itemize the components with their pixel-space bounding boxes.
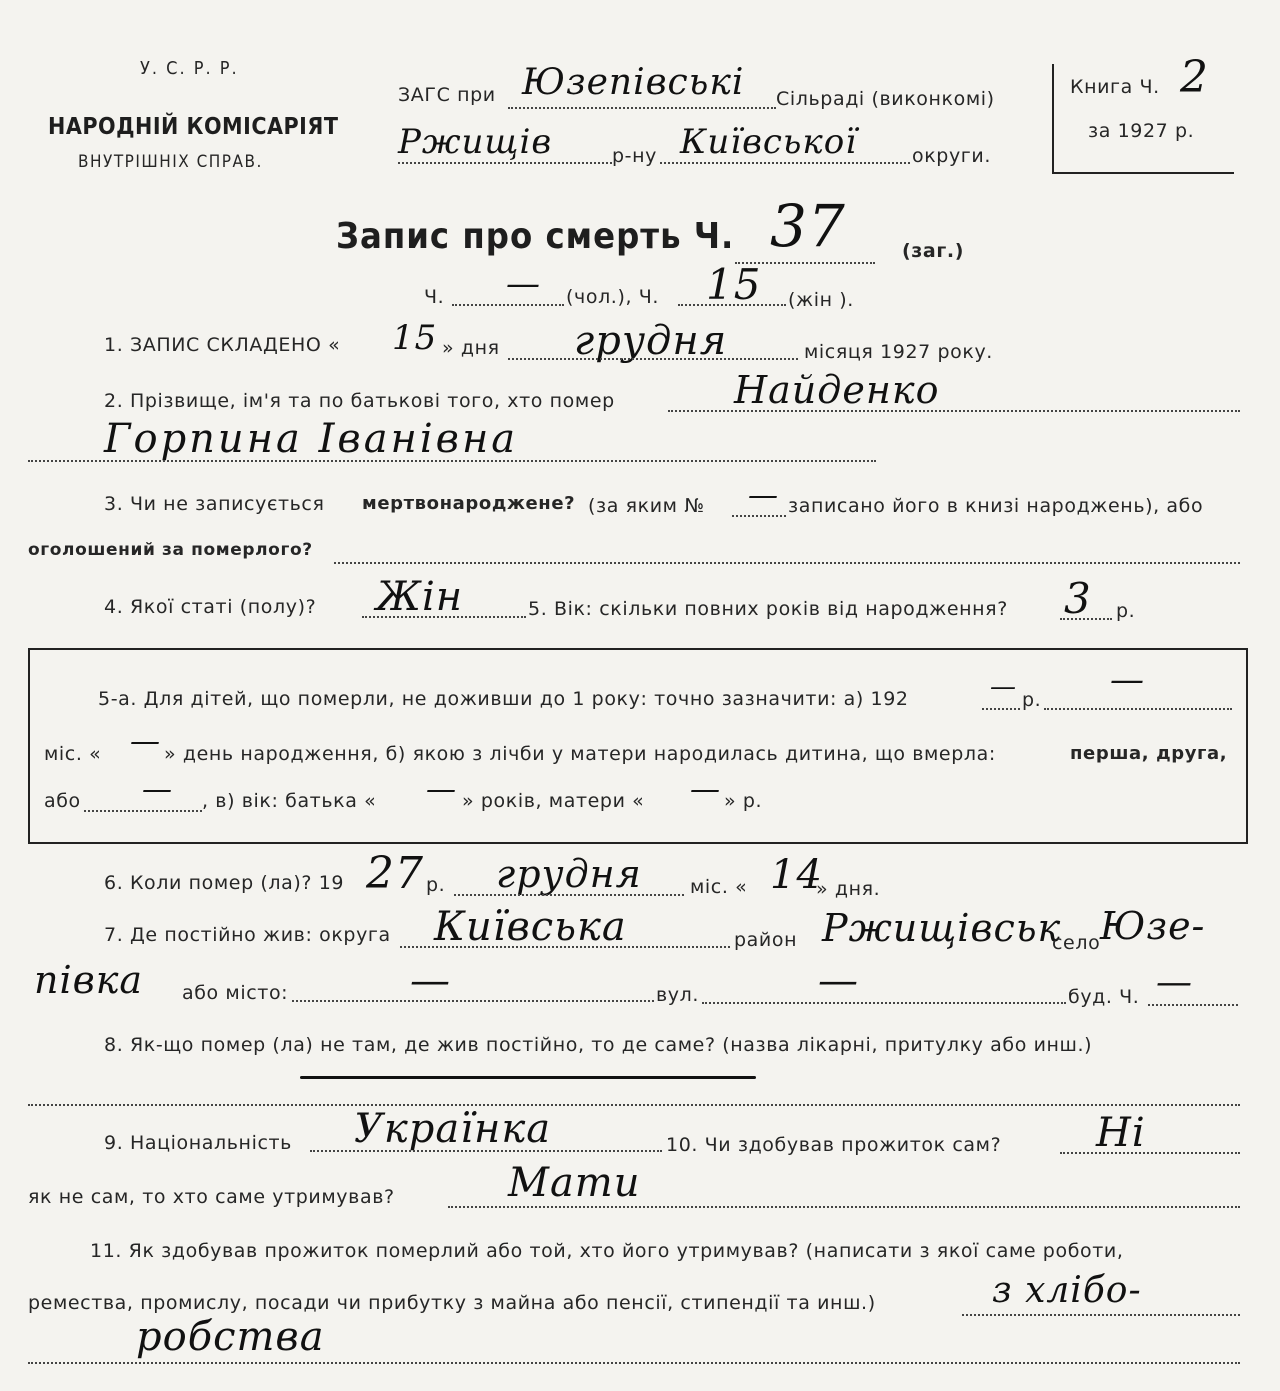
q6-month-line: [454, 894, 684, 896]
q10-sub-line: [448, 1206, 1240, 1208]
q7-bud-label: буд. Ч.: [1068, 986, 1140, 1008]
q7-raion-label: район: [734, 929, 798, 951]
district-handwritten: Ржищів: [398, 122, 553, 162]
q3-bold-b-line: [334, 562, 1240, 564]
record-number-handwritten: 37: [770, 192, 846, 260]
q7-raion-handwritten: Ржищівськ: [822, 906, 1062, 950]
q2-label: 2. Прізвище, ім'я та по батькові того, хто помер: [104, 390, 615, 412]
q7-okruha-handwritten: Київська: [434, 904, 627, 950]
okruha-label: округи.: [912, 145, 991, 167]
q7-selo-label: село: [1052, 932, 1101, 954]
q7-misto-line: [292, 1000, 654, 1002]
q6-year-handwritten: 27: [366, 848, 424, 899]
q6-tail: » дня.: [816, 878, 881, 900]
q5a-line2-bold: перша, друга,: [1070, 743, 1228, 764]
q8-handwritten-dash: [300, 1076, 756, 1079]
male-count-handwritten: —: [506, 264, 541, 304]
q5a-line1-blank: [982, 708, 1020, 710]
q11-line1: 11. Як здобував прожиток померлий або той, хто його утримував? (написати з якої саме роботи,: [90, 1240, 1124, 1262]
q11-handwritten-2: робства: [136, 1314, 325, 1360]
q3-label-b: (за яким №: [588, 495, 705, 517]
q4-sex-handwritten: Жін: [376, 574, 464, 620]
q3-bold-a: мертвонароджене?: [362, 493, 576, 514]
female-count-line: [678, 304, 786, 306]
q5-age-line: [1060, 618, 1112, 620]
q5a-line1-tail: р.: [1022, 689, 1042, 711]
q10-answer-handwritten: Ні: [1096, 1110, 1146, 1156]
female-label: (жін ).: [788, 289, 854, 311]
q2-surname-handwritten: Найденко: [734, 368, 940, 412]
q3-label-a: 3. Чи не записується: [104, 493, 325, 515]
q7-vul-line: [702, 1002, 1066, 1004]
q5-age-unit: р.: [1116, 600, 1136, 622]
q5a-line1-handwritten-2: —: [1110, 660, 1145, 700]
male-label: (чол.), Ч.: [566, 286, 660, 308]
zags-prefix: ЗАГС при: [398, 84, 496, 106]
q11-line3-blank: [28, 1362, 1240, 1364]
okruha-handwritten: Київської: [680, 122, 858, 162]
q3-num-line: [732, 515, 786, 517]
header-department: ВНУТРІШНІХ СПРАВ.: [78, 152, 263, 172]
header-country: У. С. Р. Р.: [140, 58, 239, 79]
q7-bud-line: [1148, 1004, 1238, 1006]
district-line: [398, 162, 612, 164]
council-label: Сільраді (виконкомі): [776, 88, 995, 110]
q11-handwritten-1: з хлібо-: [992, 1270, 1142, 1311]
female-count-handwritten: 15: [706, 260, 762, 309]
q7-selo-handwritten-2: півка: [34, 958, 144, 1002]
q2-surname-line: [668, 410, 1240, 412]
q5a-line1-handwritten: —: [990, 672, 1017, 702]
q11-line2: ремества, промислу, посади чи прибутку з майна або пенсії, стипендії та инш.): [28, 1292, 876, 1314]
q5-label: 5. Вік: скільки повних років від народження?: [528, 598, 1008, 620]
q1-tail: місяця 1927 року.: [804, 341, 993, 363]
q1-month-line: [508, 358, 798, 360]
q3-num-handwritten: —: [748, 478, 779, 513]
q7-vul-label: вул.: [656, 984, 700, 1006]
q7-vul-handwritten: —: [818, 958, 859, 1004]
record-suffix: (заг.): [902, 240, 964, 262]
q3-label-c: записано його в книзі народжень), або: [788, 495, 1204, 517]
okruha-line: [660, 162, 910, 164]
q5-age-handwritten: 3: [1064, 574, 1092, 623]
q10-sub-label: як не сам, то хто саме утримував?: [28, 1186, 395, 1208]
q2-names-line: [28, 460, 876, 462]
header-commissariat: НАРОДНІЙ КОМІСАРІЯТ: [48, 114, 339, 140]
q6-yr: р.: [426, 874, 446, 896]
q5a-line3-b: , в) вік: батька «: [202, 790, 377, 812]
q7-misto-handwritten: —: [410, 958, 451, 1004]
q9-label: 9. Національність: [104, 1132, 292, 1154]
q10-label: 10. Чи здобував прожиток сам?: [666, 1134, 1002, 1156]
q8-label: 8. Як-що помер (ла) не там, де жив постійно, то де саме? (назва лікарні, притулку або инш.): [104, 1034, 1093, 1056]
q5a-line3-c: » років, матери «: [462, 790, 645, 812]
q9-nationality-line: [310, 1150, 662, 1152]
q5a-line2-handwritten: —: [130, 724, 161, 759]
q2-names-handwritten: Горпина Іванівна: [104, 416, 519, 462]
male-prefix: Ч.: [424, 286, 445, 308]
q6-day-handwritten: 14: [770, 852, 823, 898]
q5a-line1: 5-а. Для дітей, що померли, не доживши до 1 року: точно зазначити: а) 192: [98, 688, 909, 710]
zags-village-handwritten: Юзепівські: [522, 62, 745, 103]
record-title: Запис про смерть Ч.: [336, 216, 735, 257]
book-year: за 1927 р.: [1088, 120, 1195, 142]
q8-line: [28, 1104, 1240, 1106]
zags-village-line: [508, 107, 776, 109]
q5a-line3-a: або: [44, 790, 81, 812]
q5a-line3-handwritten-2: —: [426, 772, 457, 807]
q7-selo-handwritten: Юзе-: [1100, 904, 1206, 948]
q1-mid: » дня: [442, 337, 500, 359]
q11-line2-blank: [962, 1314, 1240, 1316]
book-number-handwritten: 2: [1180, 52, 1209, 103]
q1-day-handwritten: 15: [392, 318, 438, 358]
q5a-line2-a: міс. «: [44, 743, 102, 765]
q7-okruha-line: [400, 946, 730, 948]
q5a-line3-d: » р.: [724, 790, 763, 812]
q6-mis: міс. «: [690, 876, 748, 898]
district-label: р-ну: [612, 145, 657, 167]
q3-bold-b: оголошений за померлого?: [28, 540, 313, 560]
q1-label: 1. ЗАПИС СКЛАДЕНО «: [104, 334, 341, 356]
q5a-line2-b: » день народження, б) якою з лічби у матери народилась дитина, що вмерла:: [164, 743, 996, 765]
q5a-line1-blank-2: [1044, 708, 1232, 710]
q6-month-handwritten: грудня: [496, 852, 642, 896]
q5a-line3-handwritten: —: [142, 772, 173, 807]
q7-label: 7. Де постійно жив: округа: [104, 924, 391, 946]
q7-misto-label: або місто:: [182, 982, 289, 1004]
q7-bud-handwritten: —: [1156, 962, 1193, 1003]
q4-sex-line: [362, 616, 526, 618]
q9-nationality-handwritten: Українка: [354, 1106, 552, 1152]
q5a-line3-handwritten-3: —: [690, 772, 721, 807]
book-label: Книга Ч.: [1070, 76, 1160, 98]
male-count-line: [452, 304, 564, 306]
q4-label: 4. Якої статі (полу)?: [104, 596, 317, 618]
q5a-line3-blank: [84, 810, 202, 812]
q10-sub-handwritten: Мати: [508, 1160, 641, 1206]
q1-month-handwritten: грудня: [574, 318, 728, 364]
q10-answer-line: [1060, 1152, 1240, 1154]
q6-label: 6. Коли помер (ла)? 19: [104, 872, 345, 894]
